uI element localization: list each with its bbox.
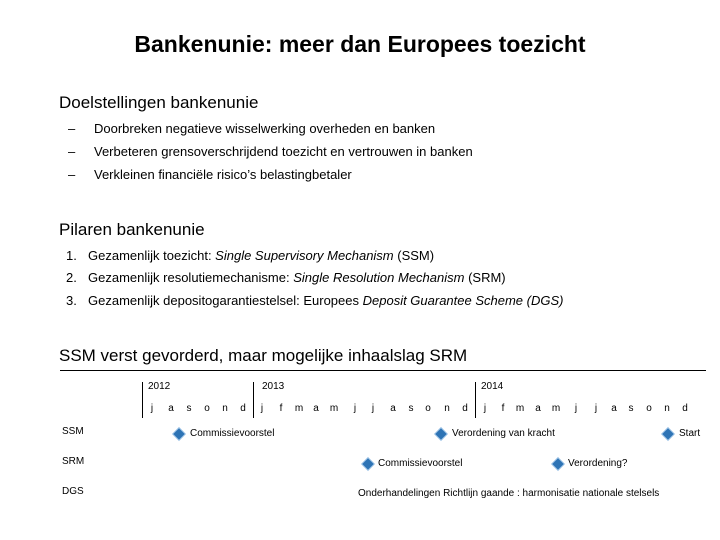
event-label-srm-commissievoorstel: Commissievoorstel	[378, 458, 463, 469]
row-label-ssm: SSM	[62, 426, 84, 437]
month-label: m	[329, 403, 339, 414]
milestone-diamond-icon	[173, 428, 184, 439]
page-title: Bankenunie: meer dan Europees toezicht	[134, 31, 586, 57]
month-label: a	[313, 403, 319, 414]
item-tail: (SSM)	[393, 248, 435, 263]
year-separator	[142, 382, 143, 418]
milestone-diamond-icon	[552, 458, 563, 469]
milestone-diamond-icon	[362, 458, 373, 469]
month-label: d	[462, 403, 468, 414]
section-heading-pilaren: Pilaren bankenunie	[59, 220, 205, 239]
event-label-ssm-start: Start	[679, 428, 701, 439]
dash-marker: –	[68, 167, 76, 182]
month-label: a	[611, 403, 617, 414]
month-label: m	[515, 403, 525, 414]
section-heading-timeline: SSM verst gevorderd, maar mogelijke inhaalslag SRM	[59, 346, 468, 365]
month-label: a	[168, 403, 174, 414]
item-tail: (SRM)	[464, 270, 506, 285]
month-label: o	[204, 403, 210, 414]
month-label: j	[260, 403, 264, 414]
milestone-diamond-icon	[435, 428, 446, 439]
row-label-dgs: DGS	[62, 486, 84, 497]
month-label: n	[222, 403, 228, 414]
section-heading-doelstellingen: Doelstellingen bankenunie	[59, 93, 259, 112]
year-separator	[475, 382, 476, 418]
bullet-text: Verkleinen financiële risico’s belastingbetaler	[94, 167, 352, 182]
month-label: s	[408, 403, 414, 414]
month-label: m	[294, 403, 304, 414]
item-lead: Gezamenlijk depositogarantiestelsel: Europees	[88, 293, 363, 308]
month-label: j	[483, 403, 487, 414]
dash-marker: –	[68, 121, 76, 136]
month-label: o	[646, 403, 652, 414]
month-label: a	[390, 403, 396, 414]
month-label: j	[594, 403, 598, 414]
milestone-diamond-icon	[662, 428, 673, 439]
item-italic: Single Supervisory Mechanism	[215, 248, 394, 263]
item-lead: Gezamenlijk resolutiemechanisme:	[88, 270, 294, 285]
bullet-item	[68, 144, 473, 159]
row-label-srm: SRM	[62, 456, 85, 467]
event-label-ssm-verordening: Verordening van kracht	[452, 428, 555, 439]
numbered-item	[66, 248, 434, 263]
event-label-ssm-commissievoorstel: Commissievoorstel	[190, 428, 275, 439]
month-label: f	[279, 403, 283, 414]
item-italic: Single Resolution Mechanism	[293, 270, 465, 285]
bullet-text: Doorbreken negatieve wisselwerking overheden en banken	[94, 121, 436, 136]
bullet-item	[68, 121, 435, 136]
event-label-dgs-onderhandelingen: Onderhandelingen Richtlijn gaande : harmonisatie nationale stelsels	[358, 488, 660, 499]
item-number: 2.	[66, 270, 77, 285]
month-label: j	[353, 403, 357, 414]
event-label-srm-verordening: Verordening?	[568, 458, 628, 469]
item-italic: Deposit Guarantee Scheme (DGS)	[362, 293, 564, 308]
month-label: j	[150, 403, 154, 414]
numbered-item	[66, 270, 506, 285]
month-label: j	[371, 403, 375, 414]
month-label: m	[551, 403, 561, 414]
item-lead: Gezamenlijk toezicht:	[88, 248, 216, 263]
year-label-2012: 2012	[148, 381, 171, 392]
month-label: n	[444, 403, 450, 414]
month-label: s	[628, 403, 634, 414]
item-number: 3.	[66, 293, 77, 308]
item-number: 1.	[66, 248, 77, 263]
year-label-2013: 2013	[262, 381, 285, 392]
month-label: f	[501, 403, 505, 414]
month-label: n	[664, 403, 670, 414]
month-label: a	[535, 403, 541, 414]
month-label: j	[574, 403, 578, 414]
bullet-text: Verbeteren grensoverschrijdend toezicht en vertrouwen in banken	[94, 144, 473, 159]
year-label-2014: 2014	[481, 381, 504, 392]
year-separator	[253, 382, 254, 418]
month-label: d	[240, 403, 246, 414]
timeline-divider	[60, 370, 706, 371]
month-label: d	[682, 403, 688, 414]
bullet-item	[68, 167, 352, 182]
numbered-item	[66, 293, 563, 308]
month-label: o	[425, 403, 431, 414]
dash-marker: –	[68, 144, 76, 159]
month-label: s	[186, 403, 192, 414]
